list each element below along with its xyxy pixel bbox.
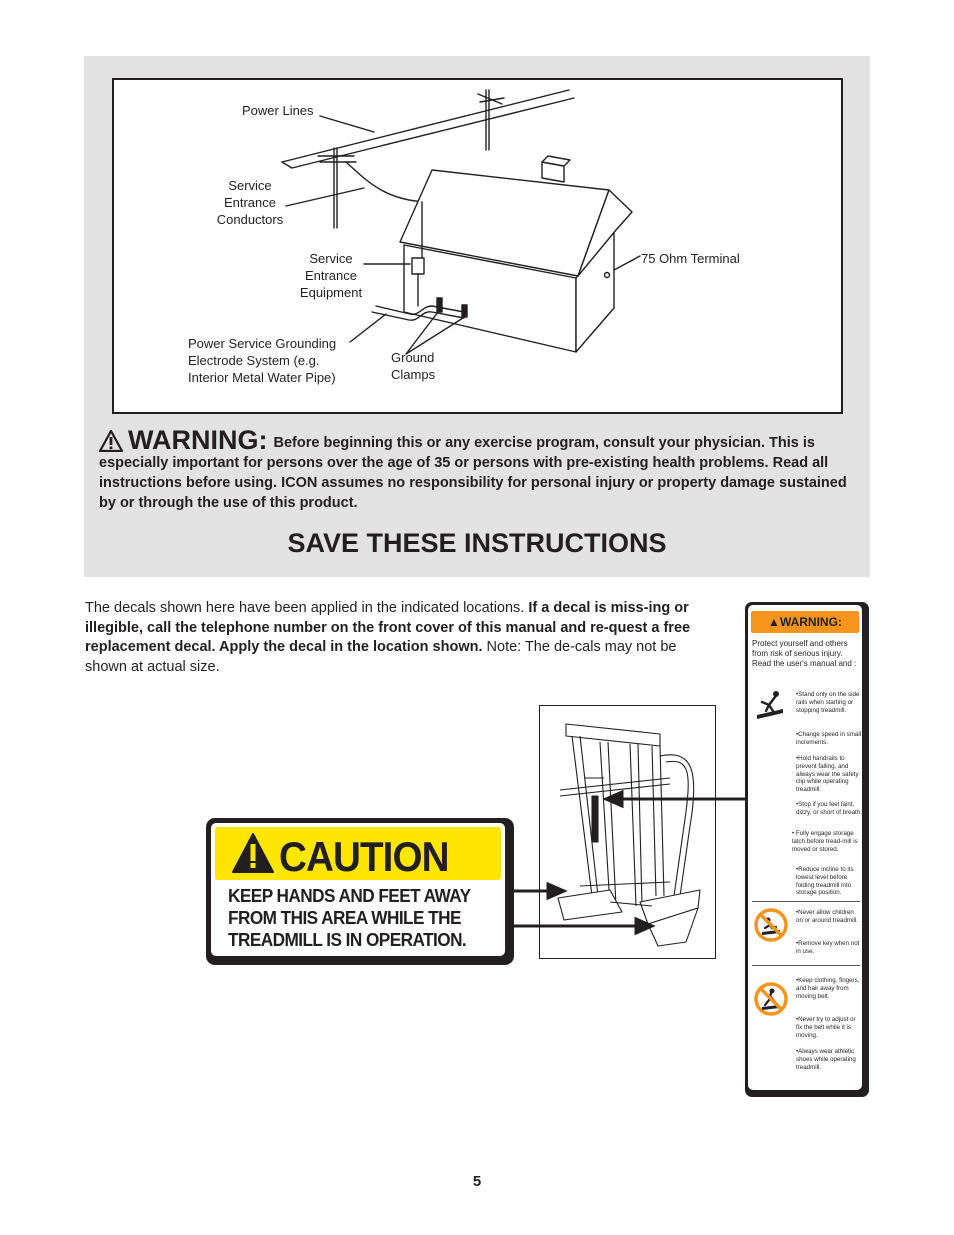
side-rail-icon xyxy=(754,689,786,721)
no-hands-belt-icon xyxy=(754,982,788,1016)
warning-text: Before beginning this or any exercise program, consult your physician. This is especially important for persons over the age of 35 or persons with pre-existing health problems. Read all instructions before using. ICON assumes no responsibility for personal injury or property damage sustained by or through the use of this product. xyxy=(99,435,847,511)
caution-decal xyxy=(206,818,512,963)
warning-item: •Always wear athletic shoes while operating treadmill. xyxy=(796,1048,856,1071)
warning-item: •Change speed in small increments. xyxy=(796,731,862,746)
warning-item: •Never allow children on or around treadmill. xyxy=(796,909,858,924)
save-instructions-heading: SAVE THESE INSTRUCTIONS xyxy=(287,528,667,558)
caution-word: CAUTION xyxy=(279,833,449,880)
warning-decal-header: ▲WARNING: xyxy=(751,611,859,633)
warning-item: •Keep clothing, fingers, and hair away from moving belt. xyxy=(796,977,860,1000)
label-75-ohm-terminal: 75 Ohm Terminal xyxy=(641,251,740,266)
warning-small-triangle-icon: ▲ xyxy=(768,615,780,629)
label-power-lines: Power Lines xyxy=(242,103,314,118)
warning-decal xyxy=(745,602,869,1097)
warning-item: •Hold handrails to prevent falling, and always wear the safety clip while operating treadmill. xyxy=(796,755,859,794)
label-ground-clamps: Ground Clamps xyxy=(391,350,436,382)
no-children-icon xyxy=(754,908,788,942)
warning-decal-intro: Protect yourself and others from risk of serious injury. Read the user's manual and : xyxy=(752,639,857,668)
warning-statement xyxy=(99,425,851,513)
divider xyxy=(752,965,860,966)
warning-title: WARNING: xyxy=(128,425,268,455)
caution-banner xyxy=(215,827,501,880)
decal-pointer-arrows xyxy=(500,790,750,940)
caution-message: KEEP HANDS AND FEET AWAY FROM THIS AREA WHILE THE TREADMILL IS IN OPERATION. xyxy=(228,885,471,950)
decals-paragraph: The decals shown here have been applied in the indicated locations. If a decal is miss-ing or illegible, call the telephone number on the front cover of this manual and re-quest a free replacement decal. Apply the decal in the location shown. Note: The de-cals may not be shown at actual size. xyxy=(85,600,691,675)
label-power-service-grounding: Power Service Grounding Electrode System (e.g. Interior Metal Water Pipe) xyxy=(188,336,337,385)
divider xyxy=(752,901,860,902)
warning-item: •Reduce incline to its lowest level before folding treadmill into storage position. xyxy=(796,866,854,897)
label-service-entrance-conductors: Service Entrance Conductors xyxy=(216,178,284,227)
caution-triangle-icon xyxy=(231,832,275,874)
label-service-entrance-equipment: Service Entrance Equipment xyxy=(299,251,363,300)
warning-item: •Never try to adjust or fix the belt while it is moving. xyxy=(796,1016,856,1039)
page-number: 5 xyxy=(472,1173,482,1190)
warning-item: • Fully engage storage latch before tread-mill is moved or stored. xyxy=(792,830,858,853)
warning-item: •Stand only on the side rails when starting or stopping treadmill. xyxy=(796,691,860,714)
warning-triangle-icon xyxy=(99,430,123,452)
warning-item: •Remove key when not in use. xyxy=(796,940,860,955)
grounding-diagram xyxy=(112,78,843,414)
warning-item: •Stop if you feel faint, dizzy, or short of breath. xyxy=(796,801,862,816)
